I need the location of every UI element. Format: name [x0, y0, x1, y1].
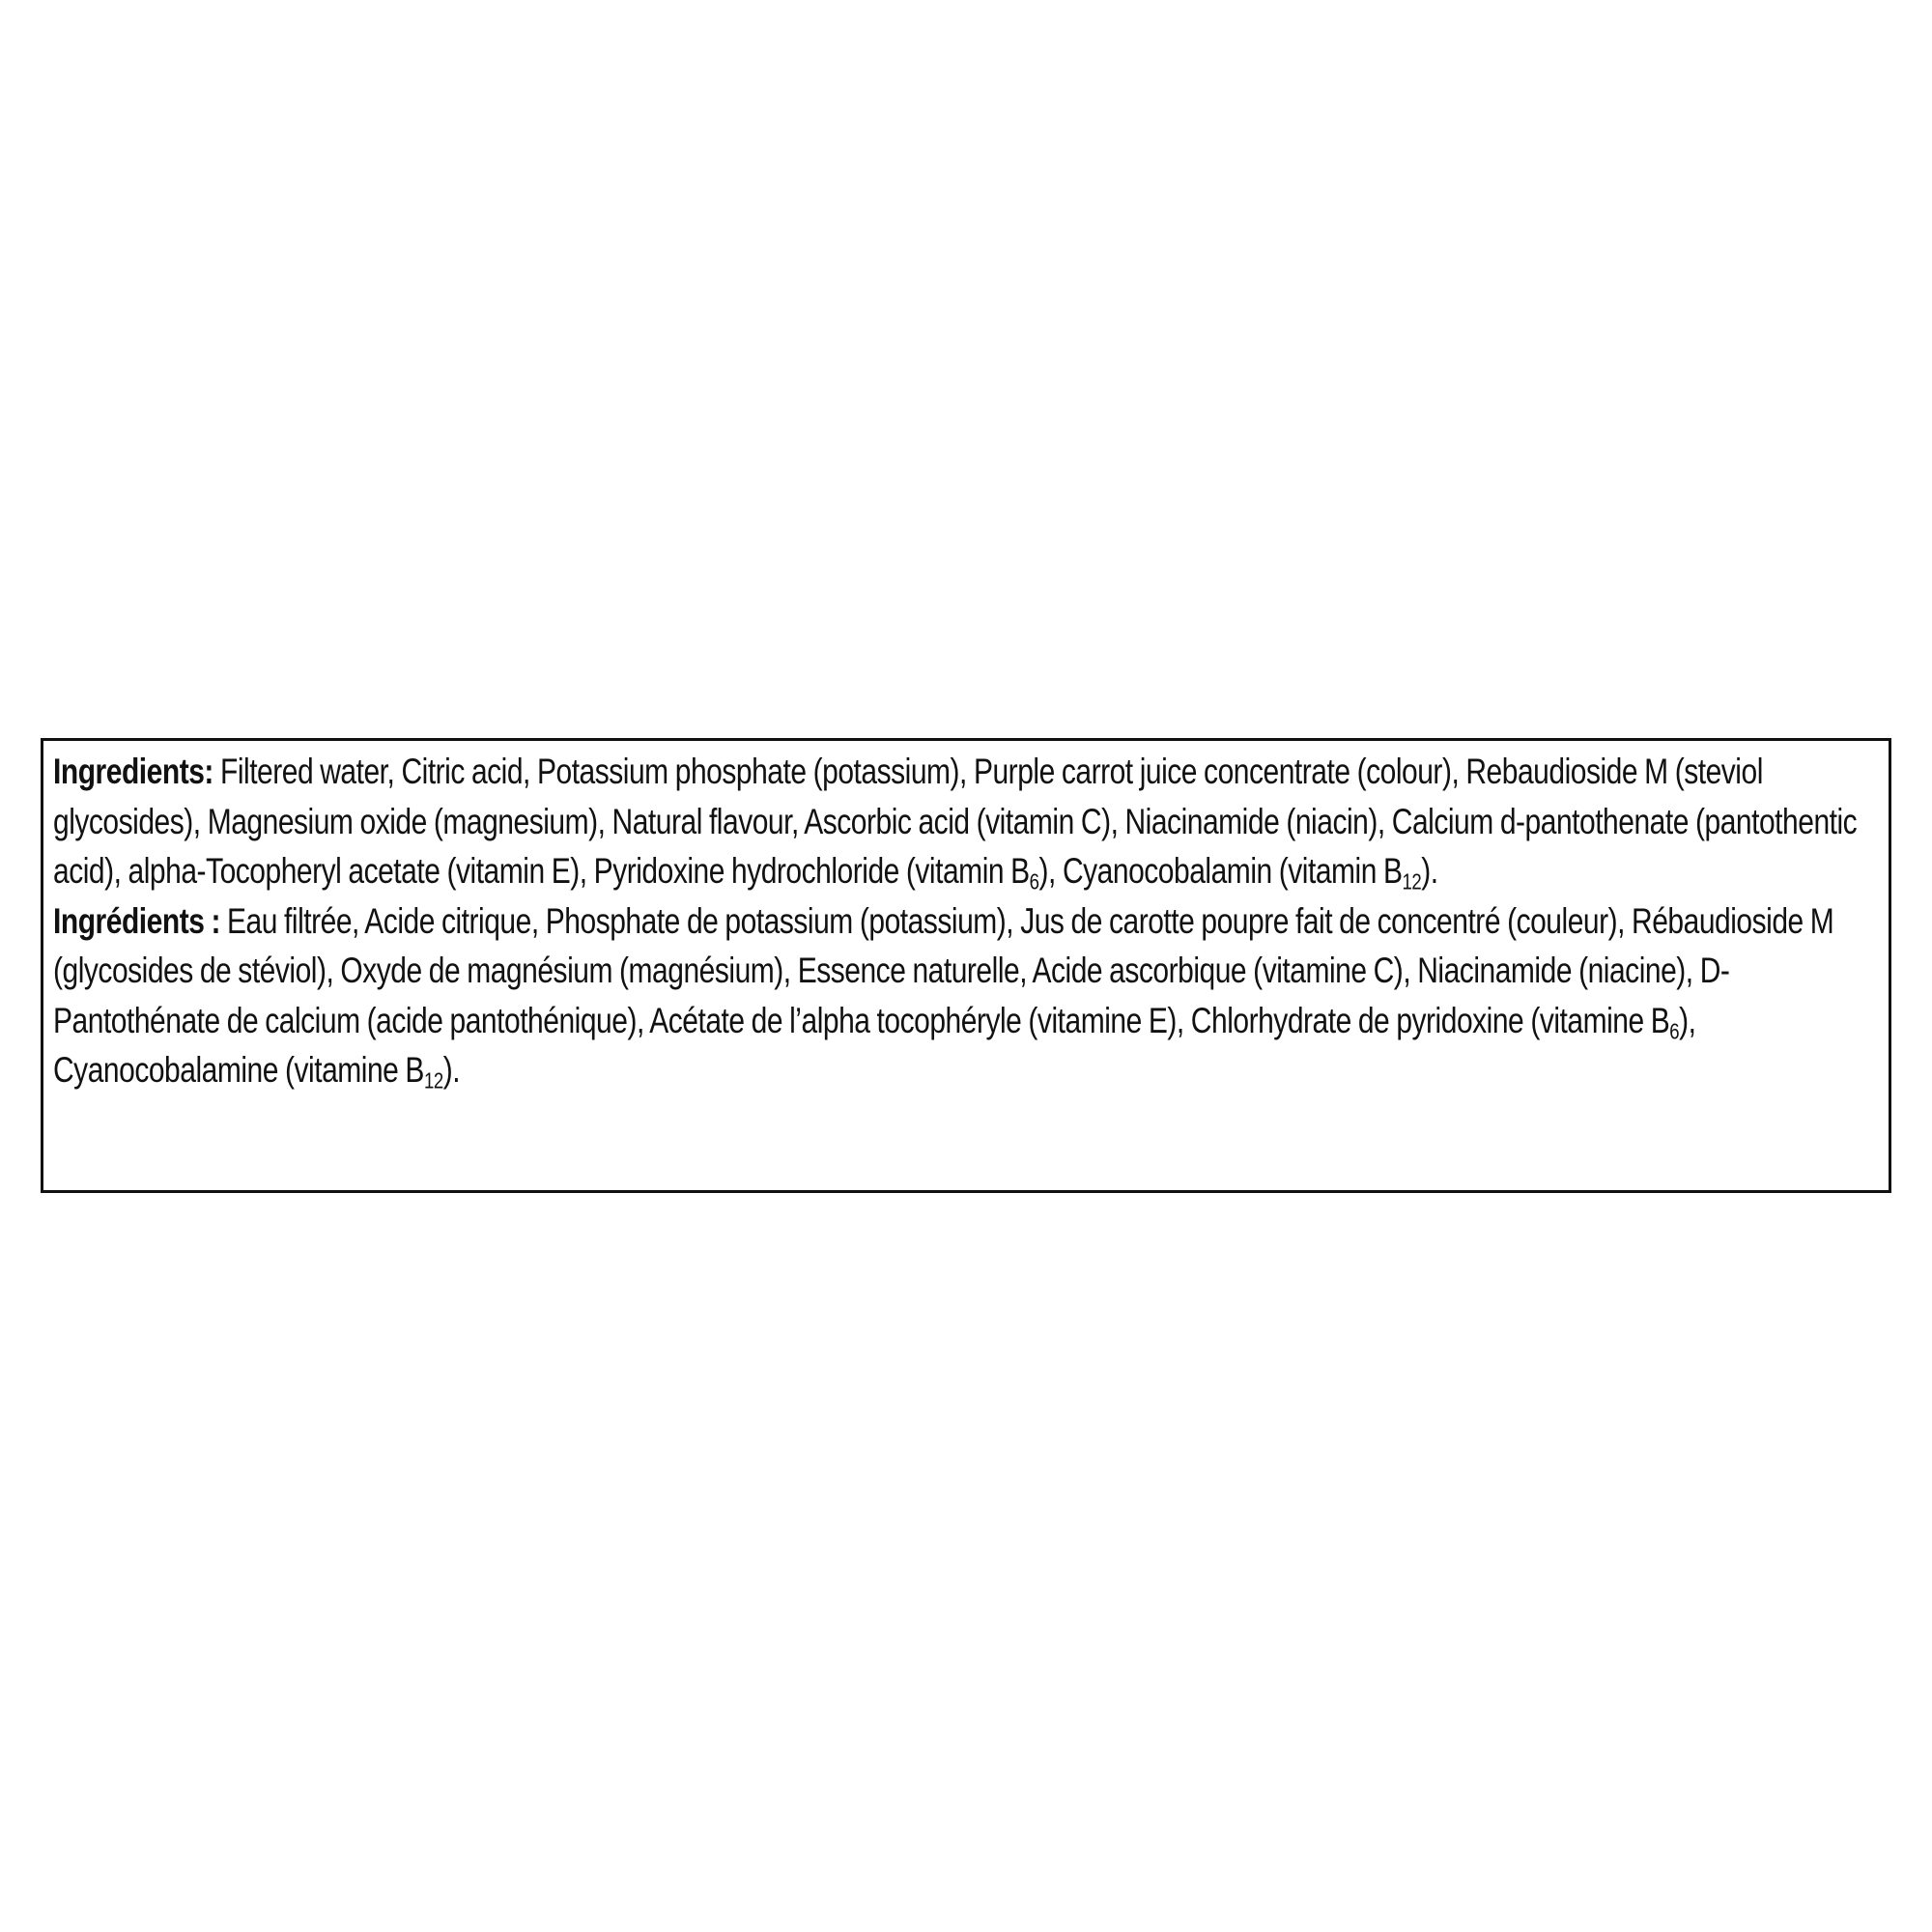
ingredients-french-list-cont: ), Cyanocobalamine (vitamine B	[53, 999, 1696, 1090]
vitamin-b6-subscript: 6	[1029, 868, 1039, 895]
ingredients-french	[53, 896, 1885, 1095]
ingredients-english-list-end: ).	[1421, 850, 1438, 891]
ingredients-french-list: Eau filtrée, Acide citrique, Phosphate de potassium (potassium), Jus de carotte poupre fait de concentré (couleur), Rébaudioside M (glycosides de stéviol), Oxyde de magnésium (magnésium), Essence naturelle, Acide ascorbique (vitamine C), Niacinamide (niacine), D-Pantothénate de calcium (acide pantothénique), Acétate de l’alpha tocophéryle (vitamine E), Chlorhydrate de pyridoxine (vitamine B	[53, 899, 1834, 1040]
ingredients-english	[53, 747, 1885, 896]
ingredients-french-heading: Ingrédients :	[53, 899, 220, 941]
ingredients-panel	[41, 738, 1891, 1193]
vitamine-b6-subscript: 6	[1669, 1018, 1680, 1043]
ingredients-french-list-end: ).	[442, 1049, 461, 1090]
ingredients-english-heading: Ingredients:	[53, 751, 213, 791]
ingredients-english-list: Filtered water, Citric acid, Potassium phosphate (potassium), Purple carrot juice concentrate (colour), Rebaudioside M (steviol glycosides), Magnesium oxide (magnesium), Natural flavour, Ascorbic acid (vitamin C), Niacinamide (niacin), Calcium d-pantothenate (pantothentic acid), alpha-Tocopheryl acetate (vitamin E), Pyridoxine hydrochloride (vitamin B	[53, 751, 1858, 891]
vitamine-b12-subscript: 12	[423, 1067, 443, 1094]
vitamin-b12-subscript: 12	[1402, 868, 1422, 895]
ingredients-english-list-cont: ), Cyanocobalamin (vitamin B	[1038, 850, 1403, 891]
